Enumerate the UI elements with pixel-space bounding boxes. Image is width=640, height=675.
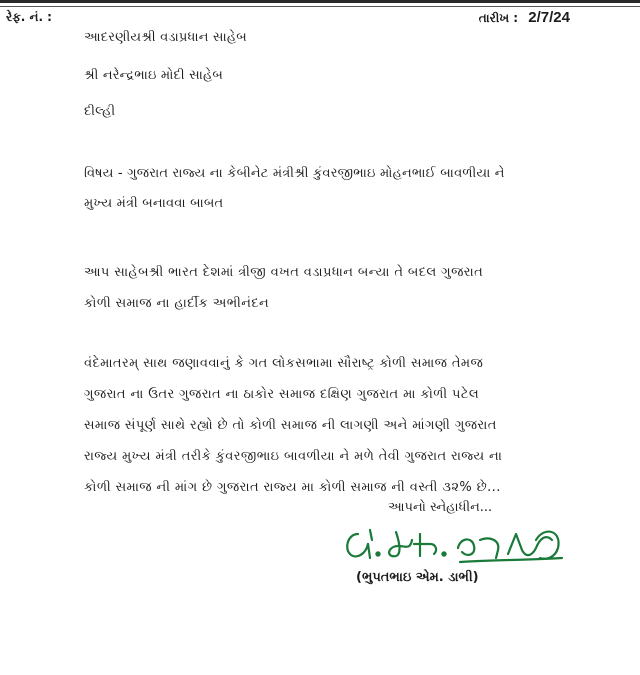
top-border <box>0 0 640 3</box>
request-paragraph <box>84 348 554 503</box>
paragraph-line: રાજ્ય મુખ્ય મંત્રી તરીકે કુંવરજીભાઇ બાવળીયા ને મળે તેવી ગુજરાત રાજ્ય ના <box>84 449 503 464</box>
date-field <box>479 9 570 26</box>
paragraph-line: આપ સાહેબશ્રી ભારત દેશમાં ત્રીજી વખત વડાપ્રધાન બન્યા તે બદલ ગુજરાત <box>84 265 484 280</box>
paragraph-line: વંદેમાતરમ્ સાથ જણાવવાનું કે ગત લોકસભામા સૌરાષ્ટ્ર કોળી સમાજ તેમજ <box>84 356 484 371</box>
date-value: 2/7/24 <box>528 9 570 26</box>
subject-line-2: મુખ્ય મંત્રી બનાવવા બાબત <box>84 196 224 211</box>
paragraph-line: ગુજરાત ના ઉતર ગુજરાત ના ઠાકોર સમાજ દક્ષિણ ગુજરાત મા કોળી પટેલ <box>84 387 480 402</box>
paragraph-line: કોળી સમાજ ની માંગ છે ગુજરાત રાજ્ય મા કોળી સમાજ ની વસ્તી ૩૨% છે... <box>84 480 501 495</box>
address-line-1: આદરણીયશ્રી વડાપ્રધાન સાહેબ <box>84 30 247 45</box>
address-line-3: દીલ્હી <box>84 104 116 119</box>
closing-salutation: આપનો સ્નેહાધીન... <box>388 500 493 515</box>
signatory-name: (ભુપતભાઇ એમ. ડાભી) <box>356 570 479 585</box>
date-label: તારીખ : <box>478 11 519 25</box>
top-border-thin <box>0 6 640 7</box>
congratulation-paragraph <box>84 257 554 319</box>
paragraph-line: સમાજ સંપૂર્ણ સાથે રહ્યો છે તો કોળી સમાજ ની લાગણી અને માંગણી ગુજરાત <box>84 418 497 433</box>
handwritten-signature <box>340 520 570 568</box>
address-line-2: શ્રી નરેન્દ્રભાઇ મોદી સાહેબ <box>84 68 224 83</box>
ref-number-label: રેફ. નં. : <box>6 10 52 24</box>
paragraph-line: કોળી સમાજ ના હાર્દીક અભીનંદન <box>84 296 270 311</box>
subject-line-1: વિષય - ગુજરાત રાજ્ય ના કેબીનેટ મંત્રીશ્રી કુંવરજીભાઇ મોહનભાઈ બાવળીયા ને <box>84 166 505 181</box>
